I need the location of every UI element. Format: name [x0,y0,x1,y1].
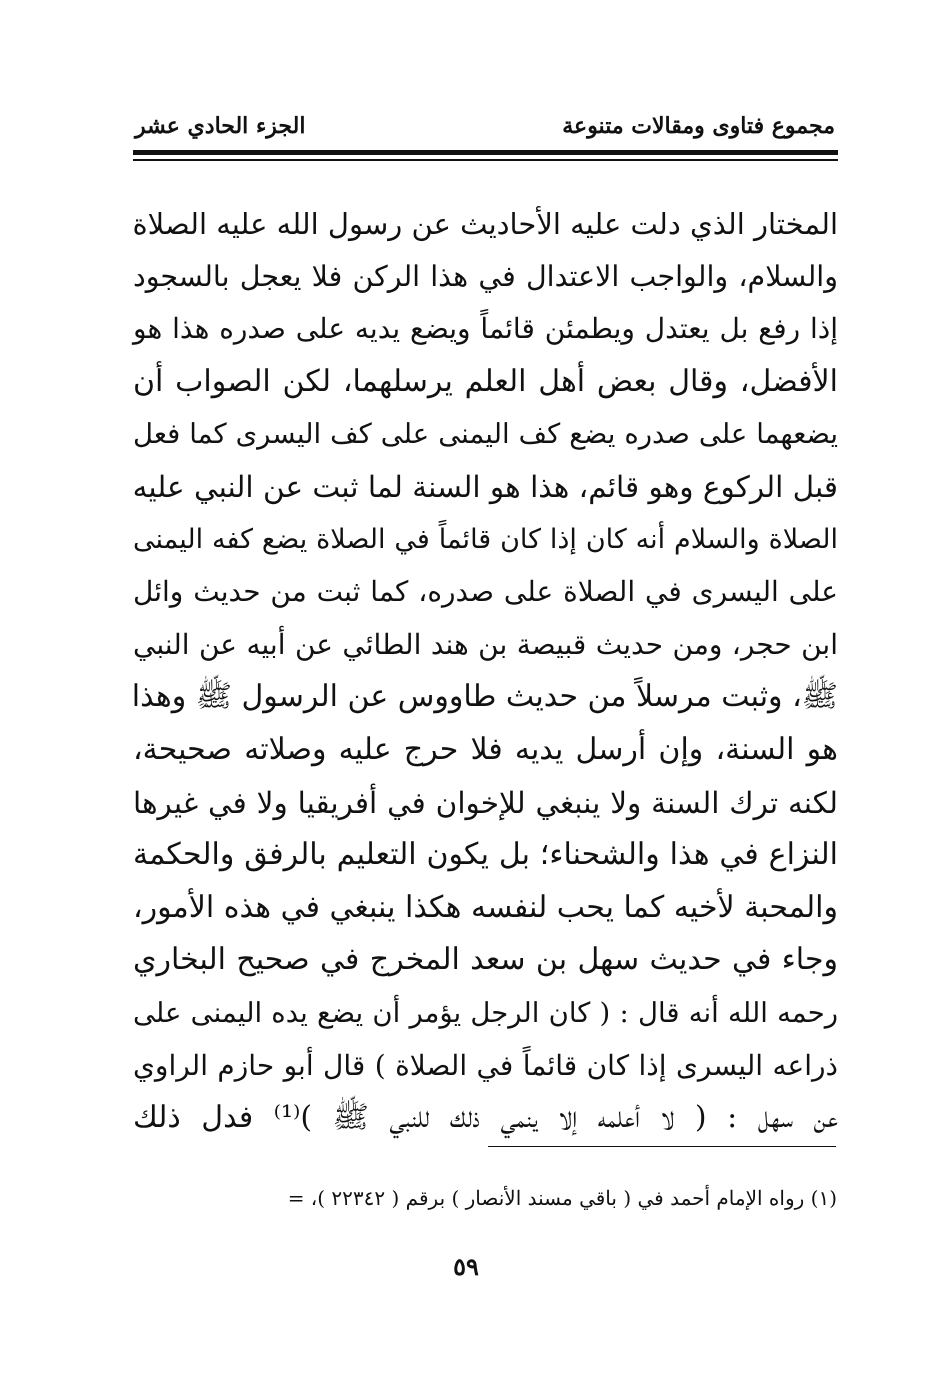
text-line: قبل الركوع وهو قائم، هذا هو السنة لما ثبت عن النبي عليه [132,469,838,504]
text-line: المختار الذي دلت عليه الأحاديث عن رسول الله عليه الصلاة [132,207,838,241]
text-line: رحمه الله أنه قال : ( كان الرجل يؤمر أن يضع يده اليمنى على [133,996,838,1029]
page-number: ٥٩ [453,1252,479,1281]
book-title: مجموع فتاوى ومقالات متنوعة [562,113,835,139]
text-line: عن سهل : ( لا أعلمه إلا ينمي ذلك للنبي ﷺ )⁽¹⁾ فدل ذلك [133,1100,839,1136]
header-rule-thick [133,150,838,155]
text-line: الصلاة والسلام أنه كان إذا كان قائماً في الصلاة يضع كفه اليمنى [133,523,838,555]
text-line: ﷺ، وثبت مرسلاً من حديث طاووس عن الرسول ﷺ وهذا [131,679,838,715]
text-line: ابن حجر، ومن حديث قبيصة بن هند الطائي عن أبيه عن النبي [133,627,838,661]
volume-label: الجزء الحادي عشر [135,113,306,139]
text-line: إذا رفع بل يعتدل ويطمئن قائماً ويضع يديه على صدره هذا هو [133,312,838,346]
footnote: (١) رواه الإمام أحمد في ( باقي مسند الأنصار ) برقم ( ٢٢٣٤٢ )، = [287,1186,837,1210]
text-line: والسلام، والواجب الاعتدال في هذا الركن فلا يعجل بالسجود [133,259,838,293]
text-line: يضعهما على صدره يضع كف اليمنى على كف اليسرى كما فعل [133,418,838,451]
text-line: وجاء في حديث سهل بن سعد المخرج في صحيح البخاري [133,942,838,978]
text-line: الأفضل، وقال بعض أهل العلم يرسلهما، لكن الصواب أن [133,363,838,399]
text-line: النزاع في هذا والشحناء؛ بل يكون التعليم بالرفق والحكمة [133,837,838,873]
body-text [133,198,838,1145]
header-rule-thin [133,159,838,161]
text-line: هو السنة، وإن أرسل يديه فلا حرج عليه وصلاته صحيحة، [133,731,838,767]
text-line: ذراعه اليسرى إذا كان قائماً في الصلاة ) قال أبو حازم الراوي [133,1048,838,1082]
text-line: والمحبة لأخيه كما يحب لنفسه هكذا ينبغي في هذه الأمور، [133,889,838,925]
text-line: لكنه ترك السنة ولا ينبغي للإخوان في أفريقيا ولا في غيرها [133,785,838,820]
text-line: على اليسرى في الصلاة على صدره، كما ثبت من حديث وائل [133,575,838,609]
running-header [135,108,835,144]
footnote-separator [488,1146,836,1147]
